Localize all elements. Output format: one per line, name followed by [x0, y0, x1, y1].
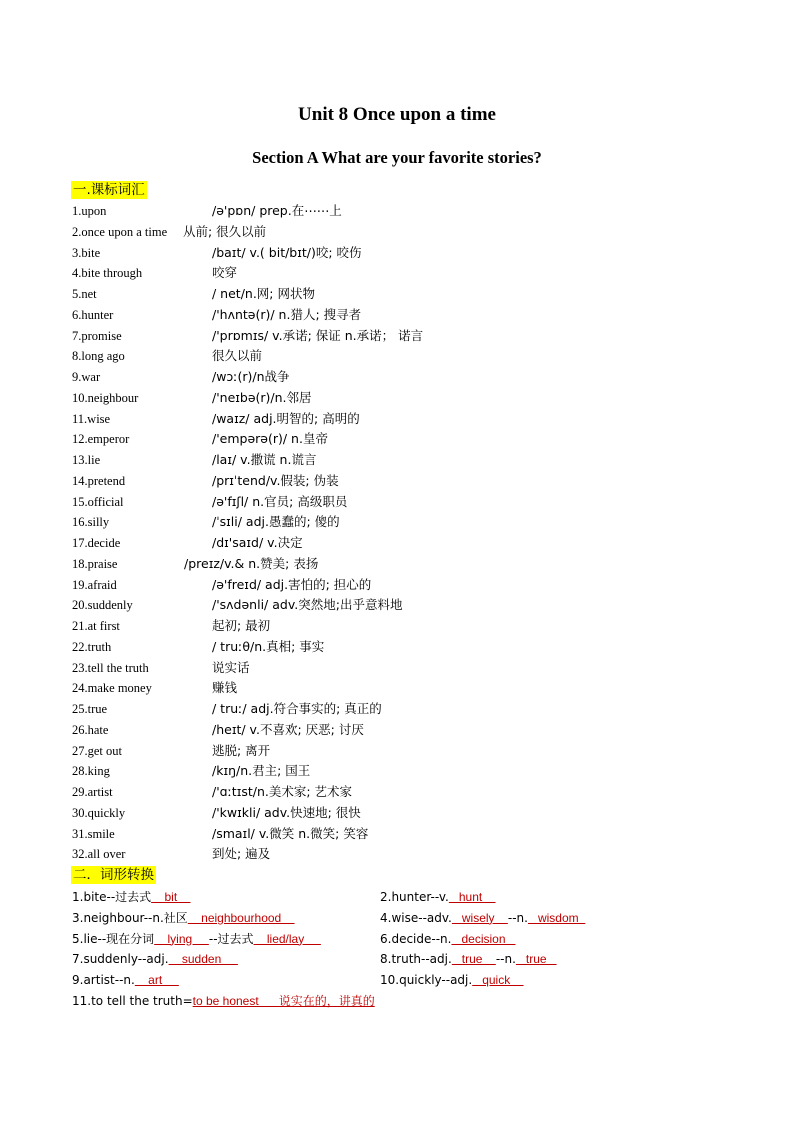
vocab-row — [72, 409, 722, 430]
vocab-definition: / truːθ/n.真相; 事实 — [212, 638, 325, 654]
vocab-definition: 赚钱 — [212, 680, 238, 696]
vocab-row — [72, 326, 722, 347]
conversion-item — [380, 887, 496, 907]
conversion-item — [380, 949, 557, 969]
vocab-definition: /kɪŋ/n.君主; 国王 — [212, 763, 311, 779]
vocab-term: 32.all over — [72, 847, 126, 862]
answer-text: decision — [451, 931, 516, 946]
vocab-row — [72, 471, 722, 492]
vocab-row — [72, 554, 722, 575]
vocab-row — [72, 699, 722, 720]
vocab-definition: 咬穿 — [212, 265, 238, 281]
vocab-term: 6.hunter — [72, 307, 114, 322]
vocab-row — [72, 782, 722, 803]
vocab-definition: /'prɒmɪs/ v.承诺; 保证 n.承诺； 诺言 — [212, 327, 424, 343]
conversion-prompt: 4.wise--adv. — [380, 910, 452, 925]
vocab-definition: 到处; 遍及 — [212, 846, 271, 862]
vocab-term: 12.emperor — [72, 432, 130, 447]
vocab-definition: 说实话 — [212, 659, 250, 675]
conversion-row — [72, 991, 722, 1012]
conversion-item — [72, 929, 321, 949]
answer-text: true — [451, 952, 496, 967]
answer-text: neighbourhood — [187, 910, 295, 925]
conversion-item — [72, 908, 295, 928]
vocab-term: 4.bite through — [72, 266, 143, 281]
vocab-definition: /ˈsɪli/ adj.愚蠢的; 傻的 — [212, 514, 340, 530]
conversion-prompt: 6.decide--n. — [380, 931, 452, 946]
answer-text: lying — [154, 931, 209, 946]
vocab-row — [72, 678, 722, 699]
conversion-item — [380, 970, 524, 990]
vocab-row — [72, 305, 722, 326]
vocab-term: 19.afraid — [72, 577, 117, 592]
vocab-definition: 逃脱; 离开 — [212, 742, 271, 758]
vocab-definition: 起初; 最初 — [212, 618, 271, 633]
vocab-row — [72, 824, 722, 845]
vocab-definition: 很久以前 — [212, 348, 263, 364]
vocab-definition: /prɪˈtend/v.假装; 伪装 — [212, 472, 339, 488]
vocab-row — [72, 367, 722, 388]
vocab-term: 15.official — [72, 494, 124, 509]
vocab-term: 10.neighbour — [72, 390, 139, 405]
conversion-prompt: 2.hunter--v. — [380, 890, 449, 904]
vocab-row — [72, 575, 722, 596]
answer-text: hunt — [448, 890, 496, 904]
vocab-row — [72, 616, 722, 637]
vocab-row — [72, 492, 722, 513]
vocab-term: 8.long ago — [72, 349, 125, 364]
vocab-term: 7.promise — [72, 328, 122, 343]
vocab-term: 23.tell the truth — [72, 660, 149, 675]
vocab-definition: /'empərə(r)/ n.皇帝 — [212, 431, 328, 447]
answer-text: lied/lay — [253, 931, 321, 946]
vocab-row — [72, 720, 722, 741]
vocab-row — [72, 595, 722, 616]
conversion-item — [72, 991, 375, 1011]
conversion-row — [72, 970, 722, 991]
answer-text: sudden — [168, 952, 238, 967]
vocab-term: 24.make money — [72, 681, 152, 696]
conversion-prompt: --n. — [507, 910, 528, 925]
answer-text: quick — [472, 973, 524, 988]
conversion-row — [72, 887, 722, 908]
vocab-row — [72, 346, 722, 367]
answer-text: wisdom — [527, 910, 586, 925]
vocab-definition: / net/n.网; 网状物 — [212, 286, 315, 301]
vocab-term: 16.silly — [72, 515, 110, 530]
vocab-definition: /ə'freɪd/ adj.害怕的; 担心的 — [212, 576, 372, 592]
answer-text: wisely — [451, 910, 508, 925]
vocab-term: 20.suddenly — [72, 598, 133, 613]
vocab-term: 9.war — [72, 370, 101, 384]
vocab-row — [72, 450, 722, 471]
vocab-list — [72, 201, 722, 865]
conversion-item — [72, 949, 238, 969]
vocab-row — [72, 429, 722, 450]
vocab-definition: /'ɑːtɪst/n.美术家; 艺术家 — [212, 784, 353, 799]
vocab-term: 2.once upon a time — [72, 224, 168, 239]
vocab-term: 26.hate — [72, 722, 109, 737]
vocab-row — [72, 741, 722, 762]
vocab-term: 14.pretend — [72, 473, 126, 488]
vocab-row — [72, 222, 722, 243]
conversion-item — [380, 908, 585, 928]
vocab-term: 27.get out — [72, 743, 122, 758]
vocab-term: 29.artist — [72, 785, 113, 799]
vocab-term: 30.quickly — [72, 805, 126, 820]
vocab-definition: /laɪ/ v.撒谎 n.谎言 — [212, 452, 317, 467]
vocab-row — [72, 388, 722, 409]
vocab-row — [72, 844, 722, 865]
vocab-definition: 从前; 很久以前 — [183, 223, 267, 239]
vocab-term: 3.bite — [72, 245, 101, 260]
conversion-prompt: --n. — [495, 952, 516, 967]
vocab-row — [72, 803, 722, 824]
vocab-definition: /ə'pɒn/ prep.在⋯⋯上 — [212, 203, 342, 218]
vocab-definition: /baɪt/ v.( bit/bɪt/)咬; 咬伤 — [212, 244, 362, 260]
vocab-row — [72, 512, 722, 533]
vocab-term: 22.truth — [72, 639, 112, 654]
vocab-definition: /'kwɪkli/ adv.快速地; 很快 — [212, 804, 361, 820]
conversion-section-heading: 二．词形转换 — [73, 867, 154, 883]
vocab-definition: / truː/ adj.符合事实的; 真正的 — [212, 701, 382, 716]
vocab-row — [72, 761, 722, 782]
conversion-prompt: 10.quickly--adj. — [380, 973, 473, 988]
vocab-definition: /ə'fɪʃl/ n.官员; 高级职员 — [212, 493, 348, 509]
vocab-row — [72, 533, 722, 554]
section-subtitle: Section A What are your favorite stories? — [252, 148, 542, 167]
conversion-row — [72, 908, 722, 929]
vocab-row — [72, 637, 722, 658]
conversion-prompt: 11.to tell the truth= — [72, 993, 193, 1008]
conversion-row — [72, 929, 722, 950]
conversion-item — [72, 970, 179, 990]
answer-text: true — [515, 952, 557, 967]
vocab-term: 13.lie — [72, 453, 101, 467]
vocab-definition: /wɔː(r)/n战争 — [212, 369, 290, 384]
vocab-definition: /heɪt/ v.不喜欢; 厌恶; 讨厌 — [212, 721, 364, 737]
vocab-term: 1.upon — [72, 204, 107, 218]
vocab-definition: /'neɪbə(r)/n.邻居 — [212, 389, 312, 405]
vocab-term: 11.wise — [72, 411, 111, 426]
conversion-item — [72, 887, 191, 907]
vocab-term: 28.king — [72, 764, 110, 779]
vocab-definition: /preɪz/v.& n.赞美; 表扬 — [184, 555, 319, 571]
conversion-prompt: 9.artist--n. — [72, 973, 135, 988]
page-title: Unit 8 Once upon a time — [298, 104, 496, 125]
conversion-prompt: 1.bite--过去式 — [72, 890, 152, 904]
conversion-prompt: 8.truth--adj. — [380, 952, 452, 967]
conversion-prompt: 5.lie--现在分词 — [72, 931, 155, 946]
vocab-definition: /smaɪl/ v.微笑 n.微笑; 笑容 — [212, 825, 369, 841]
answer-text: bit — [151, 890, 191, 904]
vocab-term: 5.net — [72, 287, 97, 301]
vocab-row — [72, 284, 722, 305]
vocab-term: 17.decide — [72, 536, 121, 550]
vocab-term: 31.smile — [72, 826, 115, 841]
conversion-row — [72, 949, 722, 970]
vocab-row — [72, 658, 722, 679]
vocab-row — [72, 263, 722, 284]
vocab-term: 21.at first — [72, 619, 120, 633]
vocab-term: 25.true — [72, 702, 108, 716]
answer-text: to be honest 说实在的，讲真的 — [192, 993, 375, 1008]
vocab-row — [72, 201, 722, 222]
vocab-definition: /waɪz/ adj.明智的; 高明的 — [212, 410, 360, 426]
vocab-term: 18.praise — [72, 556, 118, 571]
word-conversion-list — [72, 887, 722, 1012]
vocab-definition: /'hʌntə(r)/ n.猎人; 搜寻者 — [212, 306, 362, 322]
conversion-prompt: 3.neighbour--n.社区 — [72, 910, 188, 925]
vocab-section-heading: 一.课标词汇 — [73, 182, 145, 198]
vocab-row — [72, 243, 722, 264]
conversion-item — [380, 929, 516, 949]
answer-text: art — [134, 973, 179, 988]
conversion-prompt: 7.suddenly--adj. — [72, 952, 169, 967]
vocab-definition: /dɪ'saɪd/ v.决定 — [212, 535, 303, 550]
vocab-definition: /'sʌdənli/ adv.突然地;出乎意料地 — [212, 597, 403, 613]
conversion-prompt: --过去式 — [208, 931, 254, 946]
